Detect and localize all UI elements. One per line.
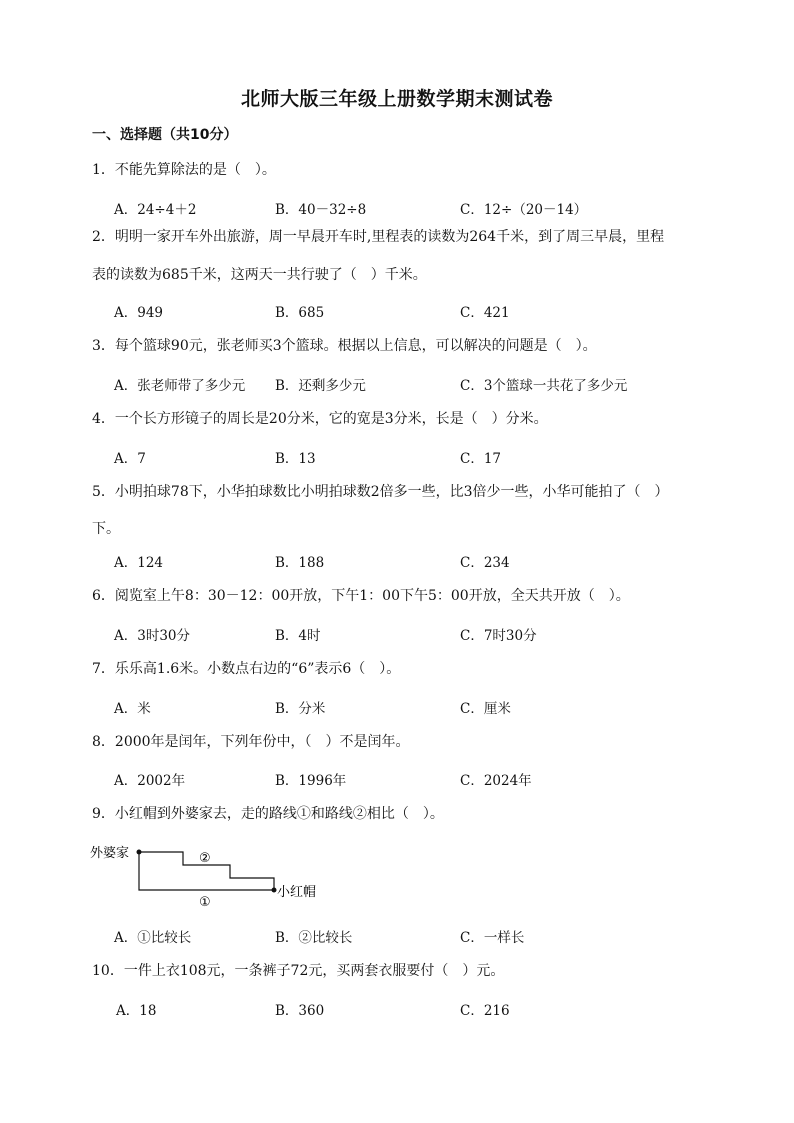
q7-option-b: B．分米	[275, 701, 326, 717]
little-red-label: 小红帽	[277, 885, 317, 900]
q2-option-b: B．685	[275, 305, 325, 321]
q5-option-c: C．234	[460, 555, 510, 571]
q3-option-a: A．张老师带了多少元	[114, 378, 246, 394]
q8-option-b: B．1996年	[275, 773, 347, 789]
question-4: 4．一个长方形镜子的周长是20分米，它的宽是3分米，长是（ ）分米。	[92, 411, 548, 427]
q3-option-b: B．还剩多少元	[275, 378, 366, 394]
q5-option-a: A．124	[114, 555, 164, 571]
q9-option-b: B．②比较长	[275, 930, 353, 946]
q1-option-c: C．12÷（20－14）	[460, 202, 588, 218]
q9-option-a: A．①比较长	[114, 930, 192, 946]
route-2-label: ②	[199, 851, 211, 866]
q3-option-c: C．3个篮球一共花了多少元	[460, 378, 628, 394]
q10-option-c: C．216	[460, 1003, 510, 1019]
section-heading: 一、选择题（共10分）	[92, 127, 238, 143]
question-3: 3．每个篮球90元，张老师买3个篮球。根据以上信息，可以解决的问题是（ ）。	[92, 338, 597, 354]
q2-option-a: A．949	[114, 305, 164, 321]
q8-option-a: A．2002年	[114, 773, 186, 789]
question-1: 1．不能先算除法的是（ ）。	[92, 162, 276, 178]
q4-option-b: B．13	[275, 451, 316, 467]
grandma-house-label: 外婆家	[90, 846, 130, 861]
question-5-line-2: 下。	[92, 521, 120, 537]
route-diagram	[90, 840, 330, 910]
question-8: 8．2000年是闰年，下列年份中，（ ）不是闰年。	[92, 734, 410, 750]
question-10: 10．一件上衣108元，一条裤子72元，买两套衣服要付（ ）元。	[92, 963, 505, 979]
question-9: 9．小红帽到外婆家去，走的路线①和路线②相比（ ）。	[92, 806, 444, 822]
end-point	[272, 888, 277, 893]
q10-option-b: B．360	[275, 1003, 325, 1019]
question-6: 6．阅览室上午8：30－12：00开放，下午1：00下午5：00开放，全天共开放（ ）。	[92, 588, 630, 604]
q7-option-a: A．米	[114, 701, 151, 717]
q6-option-c: C．7时30分	[460, 628, 537, 644]
page-title: 北师大版三年级上册数学期末测试卷	[240, 88, 553, 110]
q1-option-b: B．40－32÷8	[275, 202, 367, 218]
q8-option-c: C．2024年	[460, 773, 532, 789]
question-7: 7．乐乐高1.6米。小数点右边的“6”表示6（ ）。	[92, 661, 401, 677]
question-5-line-1: 5．小明拍球78下，小华拍球数比小明拍球数2倍多一些，比3倍少一些，小华可能拍了（ ）	[92, 484, 669, 500]
question-2-line-2: 表的读数为685千米，这两天一共行驶了（ ）千米。	[92, 267, 427, 283]
q5-option-b: B．188	[275, 555, 325, 571]
q10-option-a: A．18	[116, 1003, 157, 1019]
q6-option-a: A．3时30分	[114, 628, 191, 644]
q1-option-a: A．24÷4＋2	[114, 202, 197, 218]
question-2-line-1: 2．明明一家开车外出旅游，周一早晨开车时,里程表的读数为264千米，到了周三早晨，里程	[92, 229, 665, 245]
q9-option-c: C．一样长	[460, 930, 525, 946]
q4-option-a: A．7	[114, 451, 146, 467]
q2-option-c: C．421	[460, 305, 510, 321]
q6-option-b: B．4时	[275, 628, 321, 644]
q7-option-c: C．厘米	[460, 701, 511, 717]
q4-option-c: C．17	[460, 451, 502, 467]
route-1-label: ①	[199, 895, 211, 910]
